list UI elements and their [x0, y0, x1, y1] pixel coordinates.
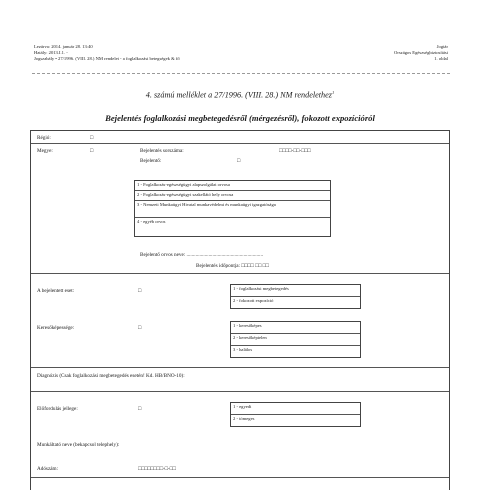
bejelento-option-1[interactable]: 1 - Foglalkozás-egészségügyi alapszolgálat orvosa — [135, 181, 330, 191]
annex-title — [0, 90, 480, 100]
keresokepesseg-option-3[interactable]: 3 - halálos — [233, 347, 253, 352]
divider-diagnozis-top — [31, 367, 449, 368]
keresokepesseg-options-box — [230, 321, 361, 358]
regio-label: Régió: — [37, 135, 51, 141]
regio-checkbox[interactable]: □ — [90, 135, 94, 141]
report-form — [30, 130, 450, 490]
bejelento-option-4[interactable]: 4 - egyéb orvos — [137, 219, 166, 224]
elofordulas-label: Előfordulás jellege: — [37, 406, 78, 412]
bejelento-option-3[interactable]: 3 - Nemzeti Munkaügyi Hivatal munkavédelmi és munkaügyi igazgatósága — [135, 201, 330, 218]
form-title: Bejelentés foglalkozási megbetegedésről (mérgezésről), fokozott expozícióról — [105, 113, 375, 123]
adoszam-value[interactable]: □□□□□□□□-□-□□ — [138, 466, 176, 472]
keresokepesseg-option-1[interactable]: 1 - keresőképes — [231, 322, 360, 334]
keresokepesseg-option-2[interactable]: 2 - keresőképtelen — [231, 334, 360, 346]
adoszam-label: Adószám: — [37, 466, 59, 472]
header-left-line1: Lezárva: 2014. január 28. 13:40 — [34, 44, 93, 49]
bejelento-orvos-neve[interactable]: Bejelentő orvos neve: ........................................................... — [140, 252, 264, 258]
bejelentes-idopontja[interactable]: Bejelentés időpontja: □□□□ □□ □□ — [196, 263, 269, 269]
bejelentett-eset-option-2[interactable]: 2 - fokozott expozíció — [233, 298, 274, 303]
annex-title-text: 4. számú melléklet a 27/1996. (VIII. 28.) NM rendelethez — [145, 90, 332, 100]
bejelento-label: Bejelentő: — [140, 158, 162, 164]
bejelentett-eset-label: A bejelentett eset: — [37, 288, 75, 294]
header-right-line2: Országos Egészségbiztosítási — [394, 50, 448, 55]
header-left-line3: Jogszabály • 27/1996. (VIII. 28.) NM rendelet - a foglalkozási betegségek & fő — [34, 56, 180, 61]
bejelentett-eset-options-box — [230, 284, 361, 309]
elofordulas-options-box — [230, 402, 361, 427]
elofordulas-option-2[interactable]: 2 - tömeges — [233, 416, 255, 421]
megye-checkbox[interactable]: □ — [90, 148, 94, 154]
header-left-line2: Hatály: 2013.I.1. - — [34, 50, 68, 55]
keresokepesseg-checkbox[interactable]: □ — [138, 325, 142, 331]
divider-regio — [31, 143, 449, 144]
bejelento-option-2[interactable]: 2 - Foglalkozás-egészségügyi szakellátó hely orvosa — [135, 191, 330, 201]
bejelentett-eset-checkbox[interactable]: □ — [138, 288, 142, 294]
divider-diagnozis-bottom — [31, 391, 449, 392]
diagnozis-label: Diagnózis (Csak foglalkozási megbetegedés esetén! Kd. HB/BNO-10): — [37, 373, 185, 379]
divider-idopont — [31, 273, 449, 274]
header-right-line1: Jogtár — [436, 44, 448, 49]
elofordulas-option-1[interactable]: 1 - egyedi — [231, 403, 360, 415]
bejelentes-sorszama-value[interactable]: □□□□-□□-□□□ — [279, 148, 311, 154]
munkaltato-label: Munkáltató neve (bekapcsol telephely): — [37, 442, 120, 448]
megye-label: Megye: — [37, 148, 53, 154]
bejelentes-sorszama-label: Bejelentés sorszáma: — [140, 148, 184, 154]
divider-adoszam — [31, 477, 449, 478]
keresokepesseg-label: Keresőképessége: — [37, 325, 75, 331]
header-right-line3: 1. oldal — [434, 56, 448, 61]
bejelentett-eset-option-1[interactable]: 1 - foglalkozási megbetegedés — [231, 285, 360, 297]
bejelento-checkbox[interactable]: □ — [237, 158, 241, 164]
elofordulas-checkbox[interactable]: □ — [138, 406, 142, 412]
annex-footnote: 1 — [331, 90, 335, 95]
bejelento-options-box — [134, 180, 331, 237]
header-divider — [32, 73, 450, 74]
